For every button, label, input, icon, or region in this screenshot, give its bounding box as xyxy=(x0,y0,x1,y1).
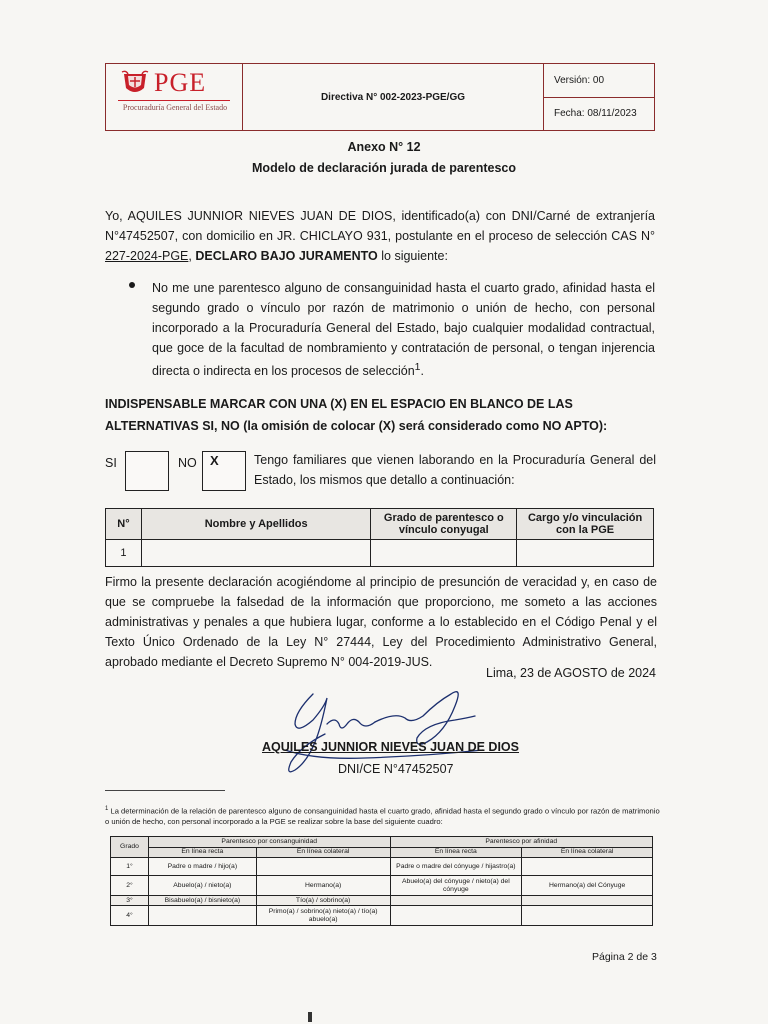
footnote-ref: 1 xyxy=(414,362,421,373)
logo-cell xyxy=(106,64,243,130)
table-row xyxy=(111,858,653,876)
intro-separator: , xyxy=(188,249,196,263)
bullet-paragraph xyxy=(152,278,655,381)
row-position-cell[interactable] xyxy=(517,540,654,567)
kinship-grade: 3° xyxy=(111,896,149,906)
table-row xyxy=(111,896,653,906)
kinship-cell: Abuelo(a) del cónyuge / nieto(a) del cónyuge xyxy=(390,876,522,896)
footnote xyxy=(105,804,660,827)
footnote-text: La determinación de la relación de parentesco alguno de consanguinidad hasta el cuarto grado, afinidad hasta el segundo grado o vínculo por razón de matrimonio o unión de hecho, con personal incorporado a la PGE se realizar sobre la base del siguiente cuadro: xyxy=(105,806,660,826)
row-degree-cell[interactable] xyxy=(371,540,517,567)
kinship-table xyxy=(110,836,653,926)
logo-subtitle: Procuraduría General del Estado xyxy=(122,103,228,112)
page-number: Página 2 de 3 xyxy=(592,951,657,963)
family-table xyxy=(105,508,654,567)
version-label: Versión: 00 xyxy=(544,64,654,98)
kinship-grade: 2° xyxy=(111,876,149,896)
kinship-affinity-header: Parentesco por afinidad xyxy=(390,837,653,848)
scan-mark xyxy=(308,1012,312,1022)
intro-paragraph xyxy=(105,206,655,266)
table-row xyxy=(106,540,654,567)
kinship-cell xyxy=(522,858,653,876)
kinship-cell xyxy=(390,896,522,906)
table-row xyxy=(111,876,653,896)
family-table-header xyxy=(106,509,654,540)
version-block xyxy=(544,64,654,130)
kinship-cell: Padre o madre del cónyuge / hijastro(a) xyxy=(390,858,522,876)
intro-end: lo siguiente: xyxy=(377,249,448,263)
kinship-cell: Primo(a) / sobrino(a) nieto(a) / tío(a) abuelo(a) xyxy=(256,906,390,926)
footnote-divider xyxy=(105,790,225,791)
directive-number: Directiva N° 002-2023-PGE/GG xyxy=(243,64,544,130)
logo-divider xyxy=(118,100,230,101)
no-label: NO xyxy=(178,456,197,470)
date-label: Fecha: 08/11/2023 xyxy=(554,108,637,120)
bullet-icon xyxy=(129,282,135,288)
coat-of-arms-icon xyxy=(120,70,150,96)
col-name: Nombre y Apellidos xyxy=(141,509,371,540)
kinship-cell: Tío(a) / sobrino(a) xyxy=(256,896,390,906)
kinship-cell xyxy=(522,896,653,906)
intro-text: Yo, AQUILES JUNNIOR NIEVES JUAN DE DIOS, identificado(a) con DNI/Carné de extranjería N°47452507, con domicilio en JR. CHICLAYO 931, postulante en el proceso de selección CAS N° xyxy=(105,209,655,243)
kinship-cell: Hermano(a) del Cónyuge xyxy=(522,876,653,896)
row-number: 1 xyxy=(106,540,142,567)
kinship-cell xyxy=(390,906,522,926)
kinship-cell: Abuelo(a) / nieto(a) xyxy=(148,876,256,896)
kinship-direct-header: En línea recta xyxy=(148,847,256,858)
kinship-grade-header: Grado xyxy=(111,837,149,858)
place-date: Lima, 23 de AGOSTO de 2024 xyxy=(486,666,657,680)
signer-name: AQUILES JUNNIOR NIEVES JUAN DE DIOS xyxy=(262,740,519,754)
kinship-grade: 1° xyxy=(111,858,149,876)
kinship-collateral-header: En línea colateral xyxy=(256,847,390,858)
table-row xyxy=(111,906,653,926)
signature-paragraph: Firmo la presente declaración acogiéndome al principio de presunción de veracidad y, en caso de que se compruebe la falsedad de la información que proporciono, me someto a las acciones administrativas y penales a que hubiera lugar, conforme a lo establecido en el Código Penal y el Texto Único Ordenado de la Ley N° 27444, Ley del Procedimiento Administrativo General, aprobado mediante el Decreto Supremo N° 004-2019-JUS. xyxy=(105,575,657,669)
oath-text: DECLARO BAJO JURAMENTO xyxy=(195,249,378,263)
signer-dni: DNI/CE N°47452507 xyxy=(338,762,454,776)
kinship-consanguinity-header: Parentesco por consanguinidad xyxy=(148,837,390,848)
kinship-cell: Hermano(a) xyxy=(256,876,390,896)
col-degree: Grado de parentesco o vínculo conyugal xyxy=(371,509,517,540)
kinship-cell: Padre o madre / hijo(a) xyxy=(148,858,256,876)
kinship-cell xyxy=(522,906,653,926)
document-title: Modelo de declaración jurada de parentesco xyxy=(252,161,516,175)
kinship-cell: Bisabuelo(a) / bisnieto(a) xyxy=(148,896,256,906)
bullet-end: . xyxy=(420,364,424,379)
col-number: N° xyxy=(106,509,142,540)
kinship-cell xyxy=(148,906,256,926)
row-name-cell[interactable] xyxy=(141,540,371,567)
footnote-mark: 1 xyxy=(105,806,109,812)
kinship-header-top xyxy=(111,837,653,848)
si-checkbox[interactable] xyxy=(125,451,169,491)
logo-wordmark: PGE xyxy=(154,68,207,97)
family-statement: Tengo familiares que vienen laborando en la Procuraduría General del Estado, los mismos que detallo a continuación: xyxy=(254,453,656,487)
annex-title: Anexo N° 12 xyxy=(347,140,421,154)
col-position: Cargo y/o vinculación con la PGE xyxy=(517,509,654,540)
no-checkbox[interactable] xyxy=(202,451,246,491)
kinship-affinity-direct-header: En línea recta xyxy=(390,847,522,858)
process-code: 227-2024-PGE xyxy=(105,249,189,263)
si-label: SI xyxy=(105,456,117,470)
document-header xyxy=(105,63,655,131)
kinship-header-sub xyxy=(111,847,653,858)
no-mark: X xyxy=(210,453,219,468)
instruction-text: INDISPENSABLE MARCAR CON UNA (X) EN EL ESPACIO EN BLANCO DE LAS ALTERNATIVAS SI, NO (la omisión de colocar (X) será considerado como NO APTO): xyxy=(105,397,608,433)
kinship-cell xyxy=(256,858,390,876)
bullet-text: No me une parentesco alguno de consanguinidad hasta el cuarto grado, afinidad hasta el segundo grado o vínculo por razón de matrimonio o unión de hecho, con personal incorporado a la Procuraduría General del Estado, bajo cualquier modalidad contractual, que goce de la facultad de nombramiento y contratación de personal, o tengan injerencia directa o indirecta en los procesos de selección xyxy=(152,281,655,379)
kinship-affinity-collateral-header: En línea colateral xyxy=(522,847,653,858)
kinship-grade: 4° xyxy=(111,906,149,926)
